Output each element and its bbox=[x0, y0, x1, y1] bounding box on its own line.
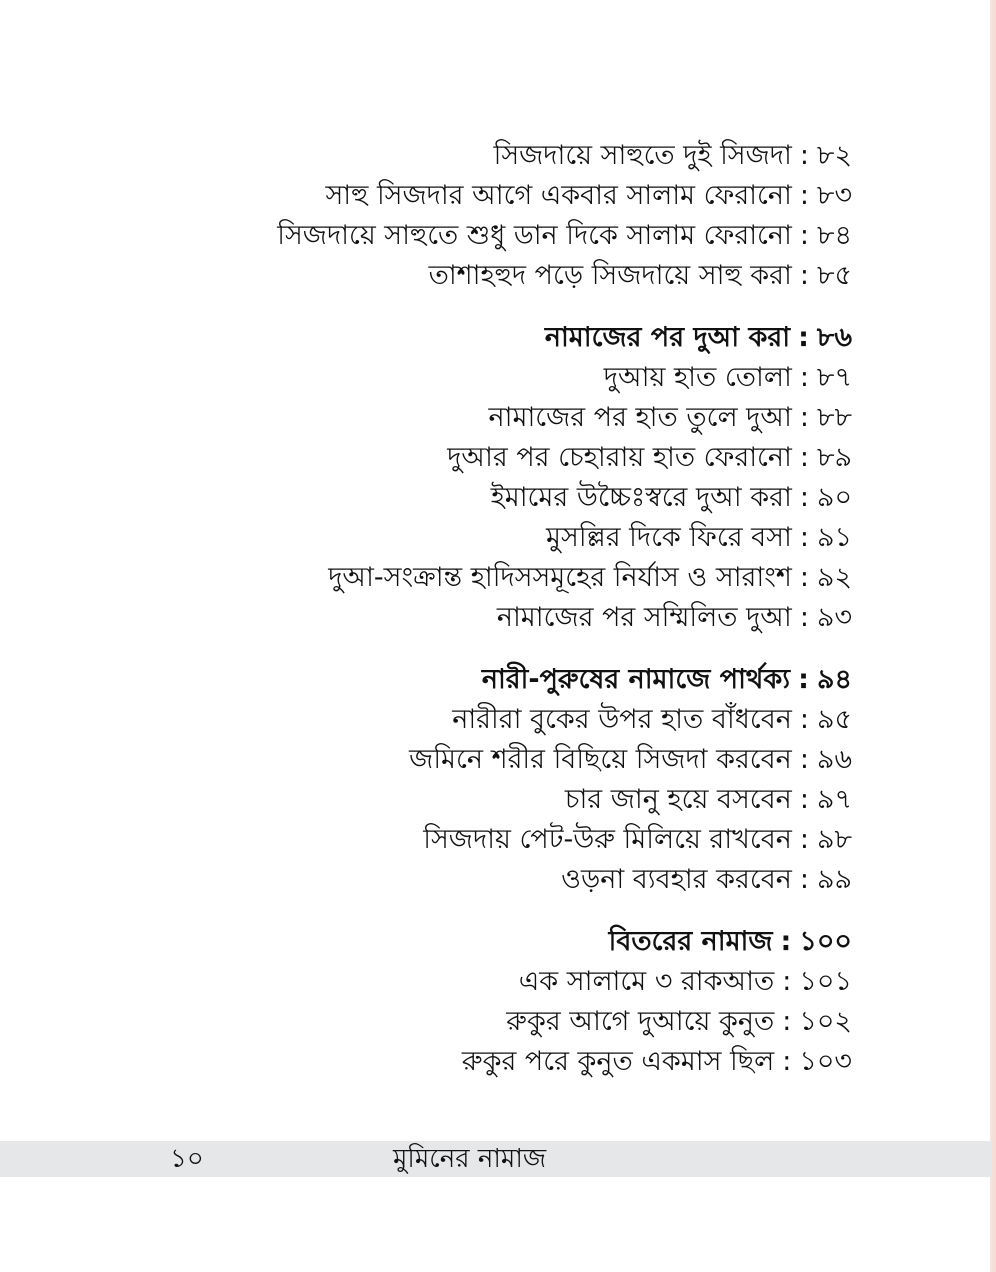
toc-entry-separator: : bbox=[780, 926, 792, 957]
table-of-contents bbox=[152, 136, 852, 1104]
toc-entry-page: ৮৯ bbox=[816, 442, 852, 473]
toc-entry-separator: : bbox=[799, 562, 809, 593]
toc-entry-title: সিজদায় পেট-উরু মিলিয়ে রাখবেন bbox=[423, 824, 792, 855]
toc-entry-page: ৯৫ bbox=[816, 704, 852, 735]
toc-entry-page: ৯১ bbox=[816, 522, 852, 553]
toc-entry-page: ১০২ bbox=[799, 1006, 852, 1037]
toc-entry bbox=[152, 358, 852, 398]
toc-entry-page: ৮৩ bbox=[816, 180, 852, 211]
toc-entry bbox=[152, 558, 852, 598]
toc-entry-title: রুকুর পরে কুনুত একমাস ছিল bbox=[461, 1046, 775, 1077]
toc-entry bbox=[152, 216, 852, 256]
toc-entry-title: ইমামের উচ্চৈঃস্বরে দুআ করা bbox=[490, 482, 792, 513]
page-footer bbox=[0, 1141, 992, 1177]
toc-entry-page: ১০০ bbox=[799, 926, 852, 957]
toc-entry-separator: : bbox=[799, 864, 809, 895]
toc-entry-title: চার জানু হয়ে বসবেন bbox=[564, 784, 792, 815]
toc-entry-separator: : bbox=[799, 824, 809, 855]
toc-entry bbox=[152, 700, 852, 740]
toc-entry-separator: : bbox=[782, 1006, 792, 1037]
toc-entry-title: নামাজের পর দুআ করা bbox=[544, 322, 791, 353]
toc-entry-title: রুকুর আগে দুআয়ে কুনুত bbox=[506, 1006, 775, 1037]
toc-entry-page: ৯৭ bbox=[816, 784, 852, 815]
toc-section-heading bbox=[152, 660, 852, 700]
toc-entry-title: দুআ-সংক্রান্ত হাদিসসমূহের নির্যাস ও সারাংশ bbox=[328, 562, 792, 593]
toc-entry bbox=[152, 740, 852, 780]
toc-entry bbox=[152, 518, 852, 558]
toc-entry-page: ১০৩ bbox=[799, 1046, 852, 1077]
toc-entry-page: ৯০ bbox=[816, 482, 852, 513]
toc-entry-title: দুআয় হাত তোলা bbox=[603, 362, 792, 393]
toc-entry bbox=[152, 256, 852, 296]
toc-entry-separator: : bbox=[799, 362, 809, 393]
book-title: মুমিনের নামাজ bbox=[393, 1144, 547, 1174]
toc-entry-separator: : bbox=[799, 602, 809, 633]
toc-group-witr bbox=[152, 922, 852, 1082]
toc-entry-separator: : bbox=[799, 704, 809, 735]
toc-entry-separator: : bbox=[799, 482, 809, 513]
toc-entry-page: ৮৬ bbox=[816, 322, 852, 353]
toc-entry-page: ৯৯ bbox=[816, 864, 852, 895]
toc-entry bbox=[152, 860, 852, 900]
toc-entry bbox=[152, 1042, 852, 1082]
toc-entry-title: ওড়না ব্যবহার করবেন bbox=[561, 864, 792, 895]
toc-entry bbox=[152, 1002, 852, 1042]
toc-entry-separator: : bbox=[799, 180, 809, 211]
toc-group-sahu bbox=[152, 136, 852, 296]
page-edge bbox=[990, 0, 996, 1272]
toc-entry-title: নারীরা বুকের উপর হাত বাঁধবেন bbox=[452, 704, 792, 735]
toc-entry bbox=[152, 438, 852, 478]
toc-entry-separator: : bbox=[782, 966, 792, 997]
toc-entry-page: ৯৪ bbox=[816, 664, 852, 695]
toc-entry-page: ১০১ bbox=[799, 966, 852, 997]
toc-entry-separator: : bbox=[798, 322, 809, 353]
toc-entry bbox=[152, 780, 852, 820]
toc-entry-separator: : bbox=[799, 522, 809, 553]
toc-entry-page: ৮৫ bbox=[816, 260, 852, 291]
toc-entry-separator: : bbox=[798, 664, 809, 695]
toc-group-women bbox=[152, 660, 852, 900]
toc-entry-title: বিতরের নামাজ bbox=[608, 926, 773, 957]
toc-section-heading bbox=[152, 922, 852, 962]
toc-entry bbox=[152, 820, 852, 860]
toc-entry-title: জমিনে শরীর বিছিয়ে সিজদা করবেন bbox=[409, 744, 792, 775]
toc-entry-title: তাশাহহুদ পড়ে সিজদায়ে সাহু করা bbox=[428, 260, 792, 291]
toc-entry-title: সাহু সিজদার আগে একবার সালাম ফেরানো bbox=[325, 180, 792, 211]
toc-entry-page: ৮২ bbox=[816, 140, 852, 171]
toc-entry-title: দুআর পর চেহারায় হাত ফেরানো bbox=[447, 442, 792, 473]
toc-entry bbox=[152, 398, 852, 438]
toc-entry-separator: : bbox=[799, 442, 809, 473]
toc-entry-separator: : bbox=[799, 140, 809, 171]
toc-entry-title: নারী-পুরুষের নামাজে পার্থক্য bbox=[481, 664, 791, 695]
toc-entry bbox=[152, 598, 852, 638]
toc-entry-page: ৯২ bbox=[816, 562, 852, 593]
toc-entry-page: ৮৭ bbox=[816, 362, 852, 393]
toc-entry bbox=[152, 136, 852, 176]
toc-entry bbox=[152, 478, 852, 518]
toc-entry-separator: : bbox=[782, 1046, 792, 1077]
toc-entry-page: ৯৩ bbox=[816, 602, 852, 633]
toc-entry-separator: : bbox=[799, 402, 809, 433]
toc-entry-separator: : bbox=[799, 220, 809, 251]
toc-entry-page: ৯৮ bbox=[816, 824, 852, 855]
toc-entry bbox=[152, 962, 852, 1002]
toc-entry bbox=[152, 176, 852, 216]
toc-entry-separator: : bbox=[799, 744, 809, 775]
toc-entry-title: সিজদায়ে সাহুতে দুই সিজদা bbox=[493, 140, 792, 171]
toc-entry-title: নামাজের পর হাত তুলে দুআ bbox=[488, 402, 792, 433]
toc-entry-title: মুসল্লির দিকে ফিরে বসা bbox=[545, 522, 792, 553]
toc-entry-page: ৯৬ bbox=[816, 744, 852, 775]
page-number: ১০ bbox=[170, 1144, 204, 1174]
toc-entry-separator: : bbox=[799, 784, 809, 815]
toc-entry-title: নামাজের পর সম্মিলিত দুআ bbox=[496, 602, 792, 633]
toc-group-dua bbox=[152, 318, 852, 638]
toc-entry-separator: : bbox=[799, 260, 809, 291]
toc-entry-title: এক সালামে ৩ রাকআত bbox=[518, 966, 775, 997]
toc-entry-page: ৮৮ bbox=[816, 402, 852, 433]
toc-entry-page: ৮৪ bbox=[816, 220, 852, 251]
toc-entry-title: সিজদায়ে সাহুতে শুধু ডান দিকে সালাম ফেরানো bbox=[277, 220, 792, 251]
toc-section-heading bbox=[152, 318, 852, 358]
